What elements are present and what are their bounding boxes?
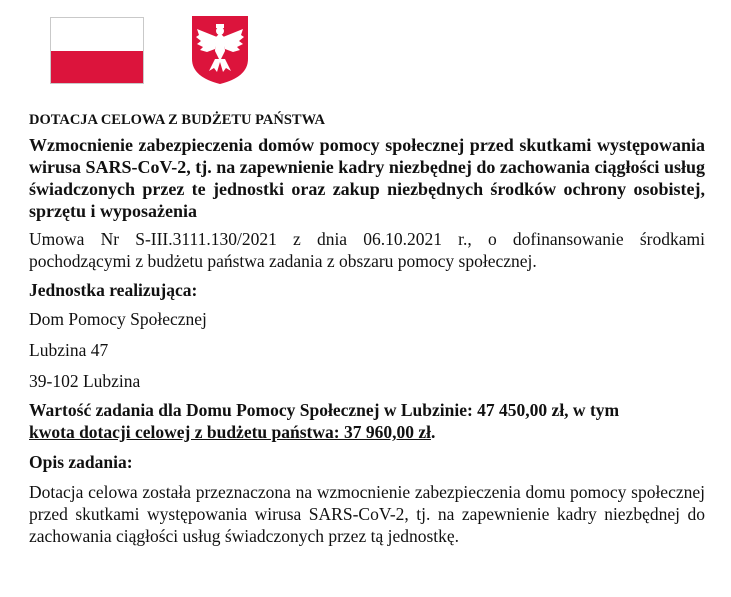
unit-name: Dom Pomocy Społecznej [29, 309, 207, 329]
task-value-text: Wartość zadania dla Domu Pomocy Społecznej w Lubzinie: 47 450,00 zł, w tym [29, 400, 620, 420]
task-value [29, 399, 705, 443]
grant-amount: kwota dotacji celowej z budżetu państwa: 37 960,00 zł [29, 422, 431, 442]
document-heading: DOTACJA CELOWA Z BUDŻETU PAŃSTWA [29, 112, 325, 128]
document-body [29, 110, 705, 547]
unit-city: 39-102 Lubzina [29, 371, 141, 391]
task-title: Wzmocnienie zabezpieczenia domów pomocy społecznej przed skutkami występowania wirusa SARS-CoV-2, tj. na zapewnienie kadry niezbędnej do zachowania ciągłości usług świadczonych przez te jednostki oraz zakup niezbędnych środków ochrony osobistej, sprzętu i wyposażenia [29, 135, 705, 221]
unit-street: Lubzina 47 [29, 340, 109, 360]
unit-label: Jednostka realizująca: [29, 280, 198, 300]
grant-period: . [430, 422, 436, 442]
agreement-text: Umowa Nr S-III.3111.130/2021 z dnia 06.10.2021 r., o dofinansowanie środkami pochodzącymi z budżetu państwa zadania z obszaru pomocy społecznej. [29, 229, 705, 271]
flag-red-stripe [51, 51, 143, 84]
description-text: Dotacja celowa została przeznaczona na wzmocnienie zabezpieczenia domu pomocy społecznej przed skutkami występowania wirusa SARS-CoV-2, tj. na zapewnienie kadry niezbędnej do zachowania ciągłości usług świadczonych przez tą jednostkę. [29, 482, 705, 546]
polish-eagle-emblem-icon [191, 15, 249, 85]
flag-white-stripe [51, 18, 143, 51]
description-label: Opis zadania: [29, 452, 133, 472]
poland-flag [50, 17, 144, 84]
